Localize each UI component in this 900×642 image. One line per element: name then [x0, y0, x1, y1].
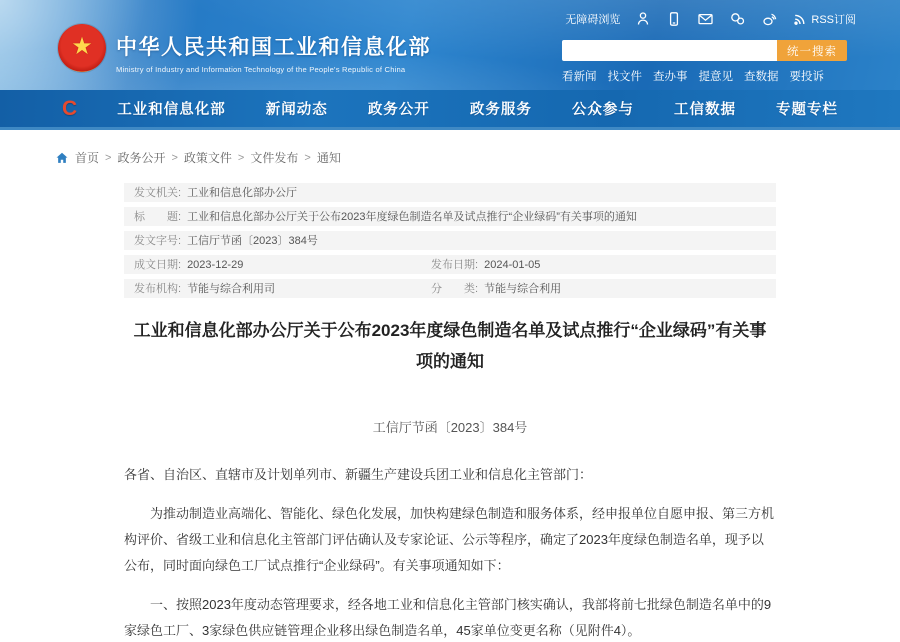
search-bar	[562, 40, 847, 61]
breadcrumb-separator: >	[304, 151, 311, 164]
home-icon	[55, 151, 69, 165]
meta-label: 分 类:	[431, 283, 479, 295]
rss-label: RSS订阅	[811, 14, 856, 26]
nav-item-miit[interactable]: 工业和信息化部	[117, 102, 226, 118]
meta-row-title	[124, 207, 776, 226]
search-quick-links	[562, 68, 847, 84]
breadcrumb-separator: >	[237, 151, 245, 164]
meta-label: 发布机构:	[134, 283, 182, 295]
meta-label: 发布日期:	[431, 259, 479, 271]
meta-value: 2024-01-05	[484, 259, 541, 271]
nav-item-news[interactable]: 新闻动态	[265, 102, 328, 118]
salutation-paragraph: 各省、自治区、直辖市及计划单列市、新疆生产建设兵团工业和信息化主管部门：	[124, 467, 593, 483]
page-title: 工业和信息化部办公厅关于公布2023年度绿色制造名单及试点推行“企业绿码”有关事项的通知	[133, 321, 767, 371]
national-emblem-icon	[58, 24, 106, 72]
body-paragraph-2: 一、按照2023年度动态管理要求，经各地工业和信息化主管部门核实确认，我部将前七批绿色制造名单中的9家绿色工厂、3家绿色供应链管理企业移出绿色制造名单，45家单位变更名称（见附件4）。	[124, 597, 772, 639]
meta-row-org-category	[124, 279, 776, 298]
breadcrumb-home[interactable]: 首页	[75, 151, 100, 165]
nav-item-topics[interactable]: 专题专栏	[776, 102, 838, 118]
mail-icon[interactable]	[697, 11, 714, 27]
utility-bar	[565, 11, 856, 27]
rss-link[interactable]	[793, 11, 856, 27]
weibo-icon[interactable]	[761, 11, 778, 27]
quick-link-complaints[interactable]: 要投诉	[789, 71, 824, 83]
breadcrumb-doc-release[interactable]: 文件发布	[250, 151, 299, 165]
site-subtitle: Ministry of Industry and Information Technology of the People's Republic of China	[116, 65, 406, 74]
meta-value: 节能与综合利用司	[187, 283, 276, 295]
document-number: 工信厅节函〔2023〕384号	[372, 420, 528, 436]
emblem-star-icon: ★	[71, 32, 93, 60]
meta-row-issuing-org	[124, 183, 776, 202]
meta-label: 成文日期:	[134, 259, 182, 271]
breadcrumb-policy-docs[interactable]: 政策文件	[183, 151, 232, 165]
breadcrumb-separator: >	[171, 151, 178, 164]
quick-link-files[interactable]: 找文件	[607, 71, 642, 83]
quick-link-services[interactable]: 查办事	[653, 71, 688, 83]
nav-item-public[interactable]: 公众参与	[571, 102, 634, 118]
breadcrumb-gov-open[interactable]: 政务公开	[117, 151, 166, 165]
main-nav	[0, 90, 900, 130]
mascot-icon[interactable]	[635, 11, 651, 27]
meta-value: 节能与综合利用	[484, 283, 562, 295]
meta-row-dates	[124, 255, 776, 274]
meta-label: 标 题:	[134, 211, 182, 223]
meta-value: 工信厅节函〔2023〕384号	[187, 235, 318, 247]
breadcrumb	[55, 149, 900, 166]
site-identity[interactable]	[116, 31, 431, 74]
meta-label: 发文机关:	[134, 187, 182, 199]
miit-c-logo-icon[interactable]: C	[62, 97, 78, 120]
nav-item-data[interactable]: 工信数据	[673, 102, 736, 118]
phone-icon[interactable]	[666, 11, 682, 27]
search-input[interactable]	[562, 40, 777, 61]
meta-value: 工业和信息化部办公厅关于公布2023年度绿色制造名单及试点推行“企业绿码”有关事项的通知	[187, 211, 637, 223]
quick-link-data[interactable]: 查数据	[744, 71, 779, 83]
quick-link-news[interactable]: 看新闻	[562, 71, 597, 83]
search-button[interactable]: 统一搜索	[777, 40, 847, 61]
accessibility-link[interactable]: 无障碍浏览	[565, 14, 621, 26]
document-container	[124, 183, 776, 642]
meta-label: 发文字号:	[134, 235, 182, 247]
breadcrumb-notice[interactable]: 通知	[316, 151, 341, 165]
nav-item-gov-services[interactable]: 政务服务	[469, 102, 532, 118]
meta-value: 工业和信息化部办公厅	[187, 187, 298, 199]
search-area	[562, 40, 847, 84]
rss-icon	[793, 12, 807, 26]
meta-value: 2023-12-29	[187, 259, 244, 271]
quick-link-opinions[interactable]: 提意见	[698, 71, 733, 83]
meta-row-doc-number	[124, 231, 776, 250]
wechat-icon[interactable]	[729, 11, 746, 27]
site-title: 中华人民共和国工业和信息化部	[116, 36, 431, 59]
nav-item-gov-open[interactable]: 政务公开	[367, 102, 430, 118]
breadcrumb-separator: >	[105, 151, 112, 164]
document-body	[124, 462, 776, 642]
site-banner	[0, 0, 900, 90]
body-paragraph-1: 为推动制造业高端化、智能化、绿色化发展，加快构建绿色制造和服务体系，经申报单位自愿申报、第三方机构评价、省级工业和信息化主管部门评估确认及专家论证、公示等程序，确定了2023年度绿色制造名单，现予以公布，同时面向绿色工厂试点推行“企业绿码”。有关事项通知如下：	[124, 506, 775, 574]
